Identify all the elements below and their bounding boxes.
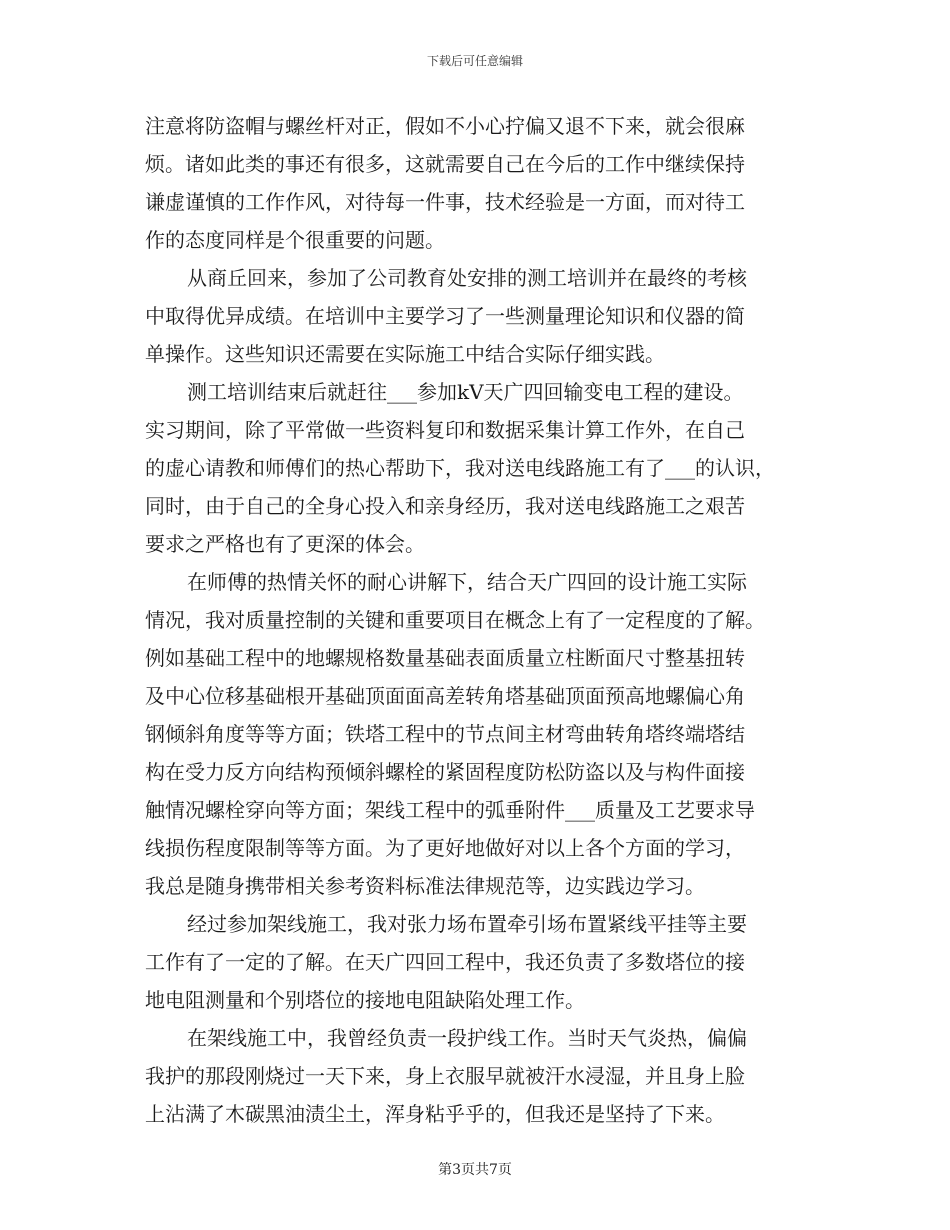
text-line: 情况，我对质量控制的关键和重要项目在概念上有了一定程度的了解。 [145,608,765,632]
text-line: 在师傅的热情关怀的耐心讲解下，结合天广四回的设计施工实际 [187,570,747,594]
text-line: 的虚心请教和师傅们的热心帮助下，我对送电线路施工有了___的认识， [145,456,775,480]
text-line: 钢倾斜角度等等方面；铁塔工程中的节点间主材弯曲转角塔终端塔结 [145,722,745,746]
text-line: 烦。诸如此类的事还有很多，这就需要自己在今后的工作中继续保持 [145,152,745,176]
text-line: 经过参加架线施工，我对张力场布置牵引场布置紧线平挂等主要 [187,912,747,936]
text-line: 上沾满了木碳黑油渍尘土，浑身粘乎乎的，但我还是坚持了下来。 [145,1102,725,1126]
text-line: 注意将防盗帽与螺丝杆对正，假如不小心拧偏又退不下来，就会很麻 [145,114,745,138]
page-header: 下载后可任意编辑 [426,54,523,68]
text-line: 中取得优异成绩。在培训中主要学习了一些测量理论知识和仪器的简 [145,304,745,328]
text-line: 触情况螺栓穿向等方面；架线工程中的弧垂附件___质量及工艺要求导 [145,798,755,822]
text-line: 线损伤程度限制等等方面。为了更好地做好对以上各个方面的学习， [145,836,745,860]
text-line: 我总是随身携带相关参考资料标准法律规范等，边实践边学习。 [145,874,705,898]
text-line: 我护的那段刚烧过一天下来，身上衣服早就被汗水浸湿，并且身上脸 [145,1064,745,1088]
text-line: 实习期间，除了平常做一些资料复印和数据采集计算工作外，在自己 [145,418,745,442]
text-line: 谦虚谨慎的工作作风，对待每一件事，技术经验是一方面，而对待工 [145,190,745,214]
page-footer: 第3页共7页 [438,1162,512,1178]
text-line: 同时，由于自己的全身心投入和亲身经历，我对送电线路施工之艰苦 [145,494,745,518]
text-line: 地电阻测量和个别塔位的接地电阻缺陷处理工作。 [145,988,585,1012]
text-line: 要求之严格也有了更深的体会。 [145,532,425,556]
text-line: 从商丘回来，参加了公司教育处安排的测工培训并在最终的考核 [187,266,747,290]
text-line: 及中心位移基础根开基础顶面面高差转角塔基础顶面预高地螺偏心角 [145,684,745,708]
text-line: 构在受力反方向结构预倾斜螺栓的紧固程度防松防盗以及与构件面接 [145,760,745,784]
text-line: 测工培训结束后就赶往___参加kV天广四回输变电工程的建设。 [187,380,744,404]
text-line: 在架线施工中，我曾经负责一段护线工作。当时天气炎热，偏偏 [187,1026,747,1050]
text-line: 例如基础工程中的地螺规格数量基础表面质量立柱断面尺寸整基扭转 [145,646,745,670]
text-line: 工作有了一定的了解。在天广四回工程中，我还负责了多数塔位的接 [145,950,745,974]
text-line: 作的态度同样是个很重要的问题。 [145,228,445,252]
text-line: 单操作。这些知识还需要在实际施工中结合实际仔细实践。 [145,342,665,366]
